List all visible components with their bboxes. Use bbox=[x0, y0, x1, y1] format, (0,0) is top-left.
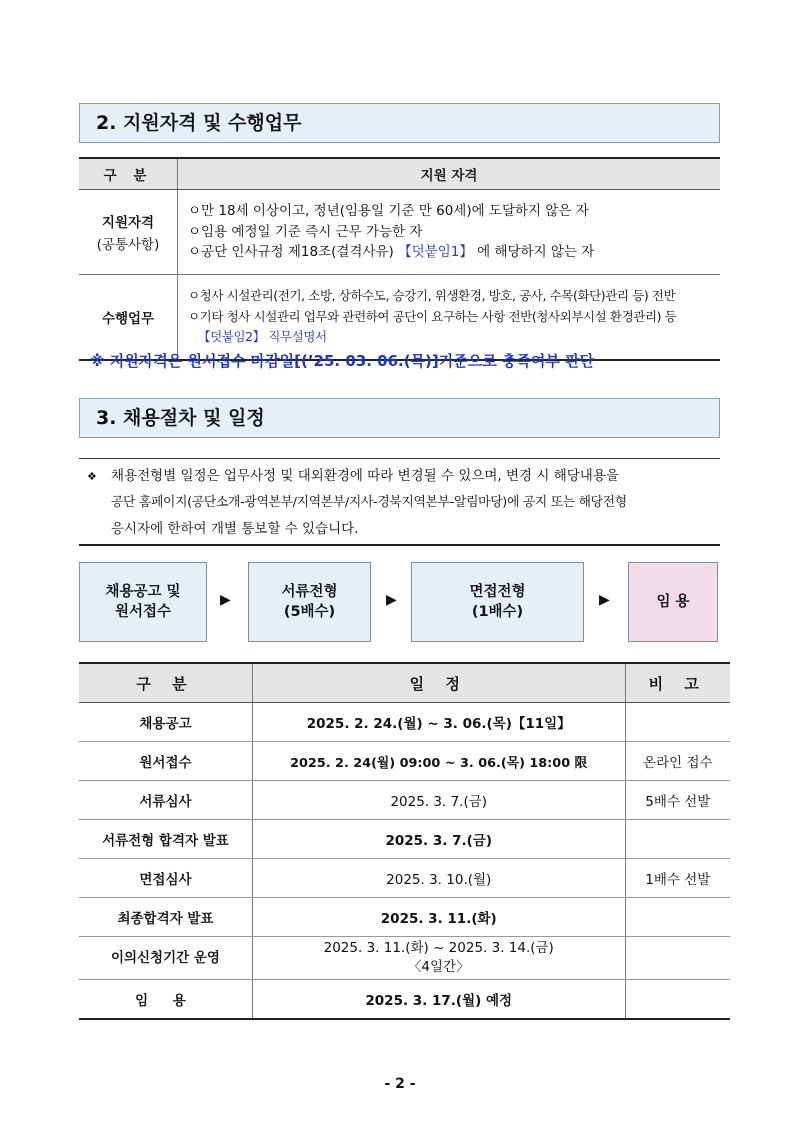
schedule-category: 최종합격자 발표 bbox=[79, 898, 252, 937]
row-label bbox=[79, 190, 178, 275]
table-row bbox=[79, 980, 730, 1020]
step-line: 서류전형 bbox=[281, 584, 338, 600]
qualification-line-text: ㅇ공단 인사규정 제18조(결격사유) bbox=[188, 244, 394, 261]
step-recruit-notice bbox=[79, 562, 207, 642]
notice-line: 공단 홈페이지(공단소개-광역본부/지역본부/지사-경북지역본부-알림마당)에 공지 또는 해당전형 bbox=[111, 494, 627, 510]
schedule-remark: 5배수 선발 bbox=[625, 781, 730, 820]
table-row bbox=[79, 190, 720, 275]
schedule-category: 서류심사 bbox=[79, 781, 252, 820]
qualification-line: ㅇ만 18세 이상이고, 정년(임용일 기준 만 60세)에 도달하지 않은 자 bbox=[188, 203, 589, 220]
schedule-remark bbox=[625, 937, 730, 980]
schedule-header-date: 일 정 bbox=[252, 663, 625, 703]
step-line: 임 용 bbox=[656, 594, 690, 610]
schedule-date: 2025. 2. 24.(월) ~ 3. 06.(목)【11일】 bbox=[252, 703, 625, 742]
schedule-table bbox=[79, 662, 730, 1020]
schedule-category: 서류전형 합격자 발표 bbox=[79, 820, 252, 859]
table-row bbox=[79, 859, 730, 898]
page-number: - 2 - bbox=[384, 1076, 416, 1092]
duty-line: ㅇ기타 청사 시설관리 업무와 관련하여 공단이 요구하는 사항 전반(청사외부시설 환경관리) 등 bbox=[188, 308, 677, 324]
schedule-header-category: 구 분 bbox=[79, 663, 252, 703]
schedule-date: 2025. 3. 11.(화) bbox=[252, 898, 625, 937]
table-row bbox=[79, 742, 730, 781]
schedule-remark bbox=[625, 898, 730, 937]
schedule-category: 면접심사 bbox=[79, 859, 252, 898]
qualification-line bbox=[188, 242, 714, 263]
notice-line: 채용전형별 일정은 업무사정 및 대외환경에 따라 변경될 수 있으며, 변경 시 해당내용을 bbox=[111, 468, 619, 484]
table-row bbox=[79, 781, 730, 820]
process-flow bbox=[79, 562, 720, 644]
attachment-reference: 【덧붙임1】 bbox=[398, 244, 473, 261]
schedule-date: 2025. 3. 10.(월) bbox=[252, 859, 625, 898]
schedule-remark bbox=[625, 703, 730, 742]
duty-line-tail: 직무설명서 bbox=[264, 329, 327, 345]
row-label-sub: (공통사항) bbox=[96, 237, 160, 253]
row-label bbox=[79, 275, 178, 361]
table-row bbox=[79, 898, 730, 937]
row-label-main: 수행업무 bbox=[101, 311, 155, 327]
arrow-right-icon: ▶ bbox=[386, 592, 397, 608]
step-line: 면접전형 bbox=[469, 584, 526, 600]
schedule-category: 원서접수 bbox=[79, 742, 252, 781]
schedule-date-line: 2025. 3. 11.(화) ~ 2025. 3. 14.(금) bbox=[323, 940, 554, 956]
schedule-header-remark: 비 고 bbox=[625, 663, 730, 703]
step-document-screening bbox=[248, 562, 371, 642]
eligibility-header-qualification: 지원 자격 bbox=[178, 158, 721, 190]
step-appointment bbox=[628, 562, 718, 642]
row-content bbox=[178, 190, 721, 275]
notice-line: 응시자에 한하여 개별 통보할 수 있습니다. bbox=[111, 521, 359, 537]
qualification-line: ㅇ임용 예정일 기준 즉시 근무 가능한 자 bbox=[188, 223, 423, 240]
eligibility-table bbox=[79, 157, 720, 361]
eligibility-header-category: 구 분 bbox=[79, 158, 178, 190]
step-line: 원서접수 bbox=[114, 604, 172, 620]
schedule-category: 임 용 bbox=[79, 980, 252, 1020]
row-label-main: 지원자격 bbox=[101, 215, 155, 231]
schedule-remark: 온라인 접수 bbox=[625, 742, 730, 781]
schedule-remark bbox=[625, 980, 730, 1020]
schedule-date-line: 〈4일간〉 bbox=[407, 959, 470, 975]
schedule-date bbox=[252, 937, 625, 980]
step-line: 채용공고 및 bbox=[105, 584, 181, 600]
arrow-right-icon: ▶ bbox=[220, 592, 231, 608]
schedule-notice bbox=[79, 458, 720, 546]
eligibility-note: ※ 지원자격은 원서접수 마감일[(’25. 03. 06.(목)]기준으로 충족여부 판단 bbox=[90, 352, 595, 370]
diamond-bullet-icon: ❖ bbox=[87, 470, 97, 483]
table-row bbox=[79, 820, 730, 859]
schedule-date: 2025. 3. 17.(월) 예정 bbox=[252, 980, 625, 1020]
row-content bbox=[178, 275, 721, 361]
step-interview bbox=[411, 562, 584, 642]
schedule-date: 2025. 2. 24(월) 09:00 ~ 3. 06.(목) 18:00 限 bbox=[252, 742, 625, 781]
qualification-line-tail: 에 해당하지 않는 자 bbox=[472, 244, 595, 261]
section-3-heading: 3. 채용절차 및 일정 bbox=[79, 398, 720, 438]
section-2-heading: 2. 지원자격 및 수행업무 bbox=[79, 103, 720, 143]
step-line: (5배수) bbox=[283, 604, 336, 620]
schedule-remark: 1배수 선발 bbox=[625, 859, 730, 898]
table-row bbox=[79, 937, 730, 980]
schedule-date: 2025. 3. 7.(금) bbox=[252, 781, 625, 820]
step-line: (1배수) bbox=[471, 604, 524, 620]
schedule-remark bbox=[625, 820, 730, 859]
duty-line bbox=[188, 327, 714, 348]
duty-line: ㅇ청사 시설관리(전기, 소방, 상하수도, 승강기, 위생환경, 방호, 공사, 수목(화단)관리 등) 전반 bbox=[188, 288, 676, 304]
arrow-right-icon: ▶ bbox=[599, 592, 610, 608]
attachment-reference: 【덧붙임2】 bbox=[198, 329, 265, 345]
table-row bbox=[79, 703, 730, 742]
schedule-date: 2025. 3. 7.(금) bbox=[252, 820, 625, 859]
table-row bbox=[79, 275, 720, 361]
schedule-category: 채용공고 bbox=[79, 703, 252, 742]
schedule-category: 이의신청기간 운영 bbox=[79, 937, 252, 980]
